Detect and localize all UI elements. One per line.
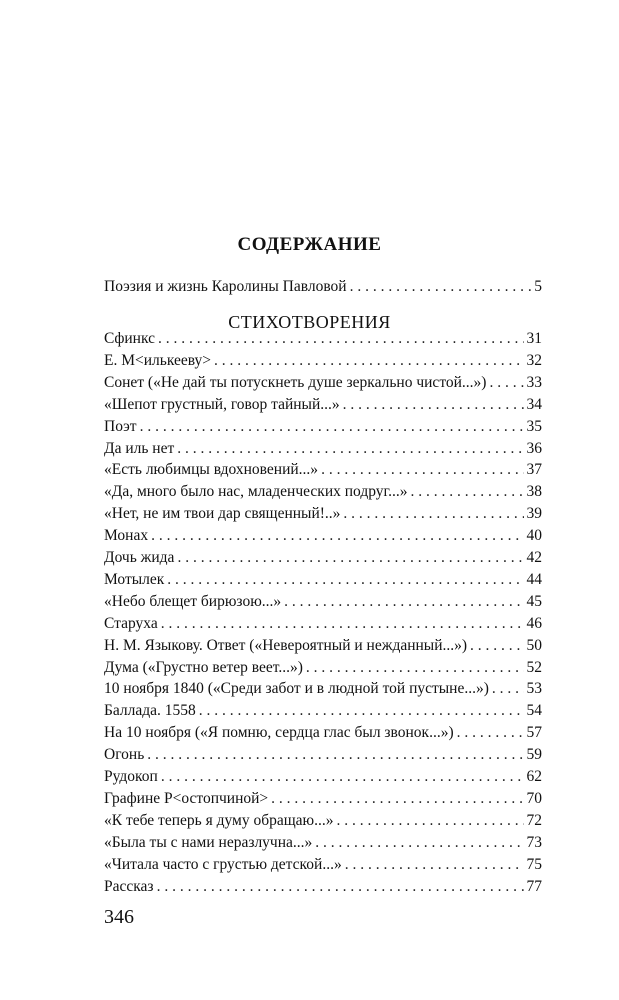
- toc-entry-title: Поэзия и жизнь Каролины Павловой: [104, 278, 347, 295]
- dot-leader: [161, 613, 524, 635]
- toc-entry: [104, 372, 542, 394]
- toc-entry-title: Мотылек: [104, 570, 165, 588]
- toc-entry-title: Старуха: [104, 614, 158, 632]
- toc-entry: [104, 569, 542, 591]
- toc-entry: [104, 657, 542, 679]
- dot-leader: [167, 569, 523, 591]
- toc-entry-title: «К тебе теперь я думу обращаю...»: [104, 811, 334, 829]
- dot-leader: [321, 459, 523, 481]
- toc-entry: [104, 459, 542, 481]
- toc-entry-page: 34: [526, 395, 542, 413]
- toc-entry-page: 73: [526, 833, 542, 851]
- toc-entry-page: 5: [534, 278, 542, 295]
- dot-leader: [140, 416, 524, 438]
- dot-leader: [214, 350, 523, 372]
- toc-entry-title: Сфинкс: [104, 330, 155, 347]
- toc-entry: [104, 416, 542, 438]
- toc-entry-title: «Читала часто с грустью детской...»: [104, 855, 342, 873]
- toc-entry-page: 77: [526, 877, 542, 895]
- toc-entry: [104, 525, 542, 547]
- dot-leader: [284, 591, 523, 613]
- toc-entry: [104, 766, 542, 788]
- toc-entry-page: 54: [526, 702, 542, 720]
- dot-leader: [147, 744, 523, 766]
- toc-entry: [104, 876, 542, 898]
- dot-leader: [350, 276, 532, 298]
- toc-entry-page: 35: [526, 417, 542, 435]
- toc-entry: [104, 744, 542, 766]
- toc-entry: [104, 635, 542, 657]
- dot-leader: [343, 503, 523, 525]
- toc-entry-title: «Небо блещет бирюзою...»: [104, 592, 282, 610]
- toc-entry-title: На 10 ноября («Я помню, сердца глас был звонок...»): [104, 724, 454, 742]
- toc-entry-page: 57: [526, 724, 542, 742]
- toc-entry-title: Рудокоп: [104, 768, 158, 785]
- toc-entry-title: Рассказ: [104, 877, 154, 895]
- dot-leader: [271, 788, 523, 810]
- toc-entry: [104, 328, 542, 350]
- toc-entry-page: 45: [526, 592, 542, 610]
- toc-entry-page: 59: [526, 746, 542, 764]
- toc-entry-page: 70: [526, 789, 542, 807]
- toc-entry: [104, 810, 542, 832]
- toc-entry-page: 72: [526, 811, 542, 829]
- toc-entry-title: Графине Р<остопчиной>: [104, 789, 269, 807]
- toc-entry-title: Н. М. Языкову. Ответ («Невероятный и нежданный...»): [104, 636, 468, 654]
- toc-entry: [104, 722, 542, 744]
- toc-entry-page: 75: [526, 855, 542, 873]
- toc-entry: [104, 678, 542, 700]
- toc-entry: [104, 438, 542, 460]
- toc-entry-page: 50: [526, 636, 542, 654]
- dot-leader: [151, 525, 523, 547]
- dot-leader: [199, 700, 524, 722]
- toc-entry: [104, 350, 542, 372]
- toc-entry-page: 40: [526, 527, 542, 545]
- contents-heading: СОДЕРЖАНИЕ: [237, 234, 382, 255]
- dot-leader: [158, 328, 524, 350]
- toc-entry: [104, 503, 542, 525]
- toc-entry-page: 37: [526, 461, 542, 479]
- toc-entry: [104, 394, 542, 416]
- toc-entry-title: «Есть любимцы вдохновений...»: [104, 461, 319, 479]
- dot-leader: [157, 876, 524, 898]
- toc-entry-page: 53: [526, 680, 542, 698]
- dot-leader: [411, 481, 524, 503]
- toc-entry-title: Да иль нет: [104, 439, 175, 457]
- dot-leader: [177, 547, 523, 569]
- toc-entry-title: Огонь: [104, 746, 145, 764]
- dot-leader: [457, 722, 524, 744]
- dot-leader: [306, 657, 524, 679]
- toc-entry: [104, 788, 542, 810]
- toc-entry-title: «Нет, не им твои дар священный!..»: [104, 505, 341, 523]
- dot-leader: [343, 394, 524, 416]
- toc-entry-page: 52: [526, 658, 542, 676]
- toc-entry-page: 62: [526, 768, 542, 785]
- toc-entry: [104, 700, 542, 722]
- toc-entry-page: 36: [526, 439, 542, 457]
- dot-leader: [345, 854, 524, 876]
- toc-entry-title: Дочь жида: [104, 549, 175, 566]
- toc-entry-title: Е. М<илькееву>: [104, 351, 212, 369]
- toc-entry-title: «Была ты с нами неразлучна...»: [104, 833, 313, 851]
- section-heading: СТИХОТВОРЕНИЯ: [228, 312, 391, 332]
- toc-entry: [104, 481, 542, 503]
- dot-leader: [489, 372, 523, 394]
- toc-entry-title: Дума («Грустно ветер веет...»): [104, 658, 303, 676]
- toc-entry-title: Монах: [104, 527, 149, 545]
- dot-leader: [177, 438, 523, 460]
- dot-leader: [492, 678, 524, 700]
- dot-leader: [161, 766, 524, 788]
- toc-entry-title: «Да, много было нас, младенческих подруг...»: [104, 483, 408, 501]
- toc-entry-page: 42: [526, 549, 542, 566]
- toc-entry-page: 44: [526, 570, 542, 588]
- toc-entry-page: 39: [526, 505, 542, 523]
- page-number: 346: [104, 906, 134, 928]
- toc-entry-title: 10 ноября 1840 («Среди забот и в людной той пустыне...»): [104, 680, 489, 698]
- toc-entry-page: 38: [526, 483, 542, 501]
- dot-leader: [336, 810, 523, 832]
- toc-entry: [104, 832, 542, 854]
- toc-entry: [104, 854, 542, 876]
- toc-entry-page: 46: [526, 614, 542, 632]
- toc-entry-title: Сонет («Не дай ты потускнеть душе зеркально чистой...»): [104, 373, 487, 391]
- toc-entry: [104, 547, 542, 569]
- dot-leader: [470, 635, 523, 657]
- toc-entry: [104, 591, 542, 613]
- dot-leader: [315, 832, 523, 854]
- toc-entry-intro: [104, 276, 542, 298]
- toc-entry-title: Поэт: [104, 417, 137, 435]
- toc-entry: [104, 613, 542, 635]
- toc-entry-title: «Шепот грустный, говор тайный...»: [104, 395, 340, 413]
- toc-entry-page: 31: [526, 330, 542, 347]
- toc-entry-page: 32: [526, 351, 542, 369]
- toc-entry-title: Баллада. 1558: [104, 702, 196, 720]
- toc-entry-page: 33: [526, 373, 542, 391]
